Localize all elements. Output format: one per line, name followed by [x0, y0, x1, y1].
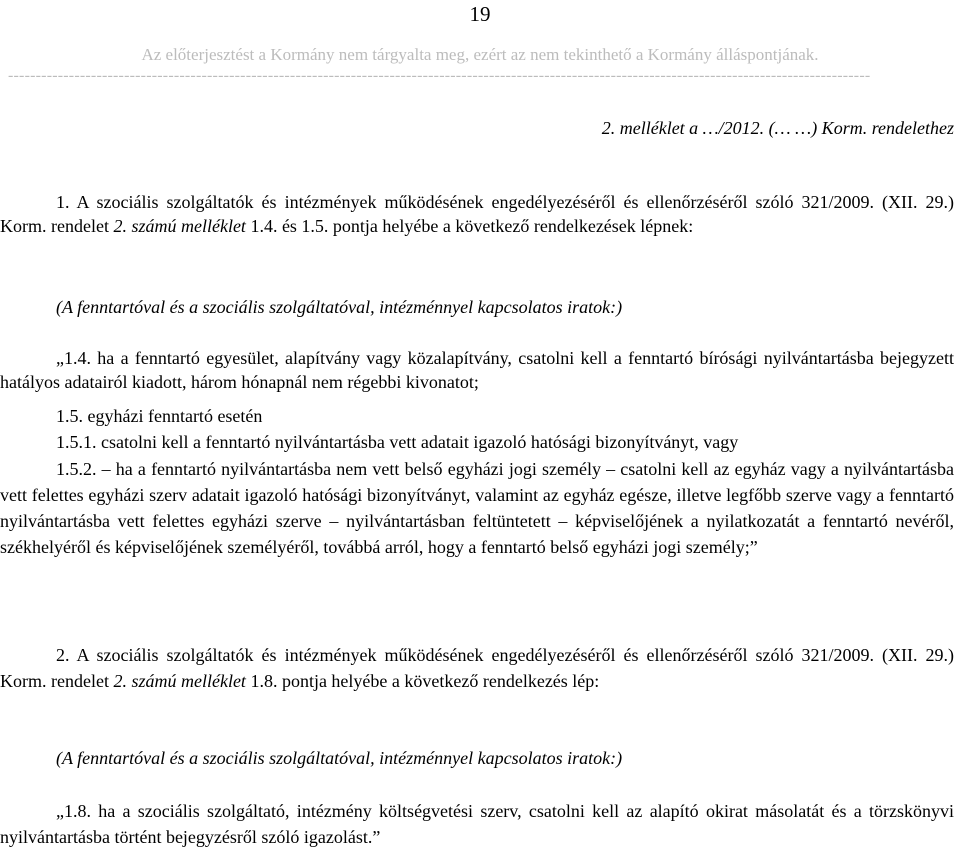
item-1-5-2: 1.5.2. – ha a fenntartó nyilvántartásba nem vett belső egyházi jogi személy – csatolni kell az egyház vagy a nyilvántartásba vett felettes egyházi szerv adatait igazoló hatósági bizonyítványt, valamint az egyház egésze, illetve legfőbb szerve vagy a fenntartó nyilvántartásba vett felettes egyházi szerve – nyilvántartásban feltüntetett – képviselőjének a nyilatkozatát a fenntartó nevéről, székhelyéről és képviselőjének személyéről, továbbá arról, hogy a fenntartó belső egyházi jogi személy;”: [0, 459, 954, 557]
page-number: 19: [469, 2, 491, 26]
section1-intro-a: 1. A szociális szolgáltatók és intézmények működésének engedélyezéséről és ellenőrzéséről szóló 321/2009. (XII. 29.) Korm. rendelet: [0, 192, 954, 236]
separator-dashes: ------------------------------------------------------------------------------------------------------------------------------------------------------------: [8, 67, 871, 84]
item-1-4: „1.4. ha a fenntartó egyesület, alapítvány vagy közalapítvány, csatolni kell a fenntartó bírósági nyilvántartásba bejegyzett hatályos adatairól kiadott, három hónapnál nem régebbi kivonatot;: [0, 348, 954, 392]
item-1-5: 1.5. egyházi fenntartó esetén: [56, 406, 263, 426]
section1-intro: [0, 190, 954, 238]
section2-intro: [0, 642, 954, 694]
section2-intro-annex: 2. számú melléklet: [113, 671, 246, 691]
item-1-5-1: 1.5.1. csatolni kell a fenntartó nyilvántartásba vett adatait igazoló hatósági bizonyítványt, vagy: [56, 432, 739, 452]
annex-reference: 2. melléklet a …/2012. (… …) Korm. rendelethez: [601, 118, 954, 138]
section2-intro-a: 2. A szociális szolgáltatók és intézmények működésének engedélyezéséről és ellenőrzéséről szóló 321/2009. (XII. 29.) Korm. rendelet: [0, 645, 954, 691]
section2-heading: (A fenntartóval és a szociális szolgáltatóval, intézménnyel kapcsolatos iratok:): [56, 748, 623, 768]
section2-intro-c: 1.8. pontja helyébe a következő rendelkezés lép:: [245, 671, 600, 691]
item-1-8: „1.8. ha a szociális szolgáltató, intézmény költségvetési szerv, csatolni kell az alapító okirat másolatát és a törzskönyvi nyilvántartásba történt bejegyzésről szóló igazolást.”: [0, 801, 954, 847]
section1-intro-c: 1.4. és 1.5. pontja helyébe a következő rendelkezések lépnek:: [245, 216, 694, 236]
section1-intro-annex: 2. számú melléklet: [113, 216, 246, 236]
draft-disclaimer: Az előterjesztést a Kormány nem tárgyalta meg, ezért az nem tekinthető a Kormány álláspontjának.: [141, 45, 819, 64]
section1-heading: (A fenntartóval és a szociális szolgáltatóval, intézménnyel kapcsolatos iratok:): [56, 297, 623, 317]
